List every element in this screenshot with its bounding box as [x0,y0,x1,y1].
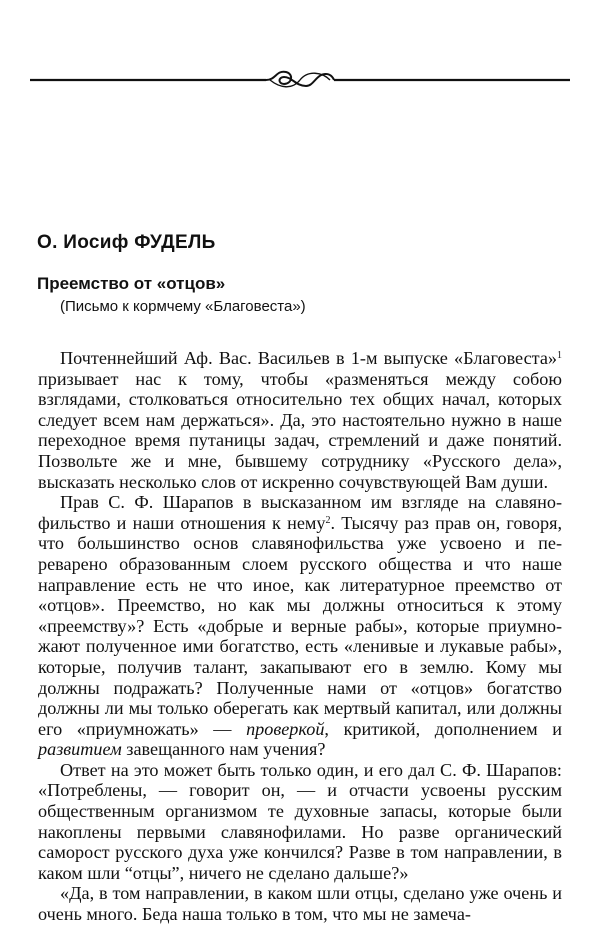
author-name: О. Иосиф ФУДЕЛЬ [37,232,216,253]
paragraph-2-text-d: завещанного нам учения? [121,739,326,760]
paragraph-1-text-a: Почтеннейший Аф. Вас. Васильев в 1-м выпуске «Благовеста» [60,348,557,368]
header-ornament [30,66,570,94]
article-body [38,348,562,925]
paragraph-3: Ответ на это может быть только один, и его дал С. Ф. Шарапов: «Потреблены, — говорит он, — и отчасти усвоены русским общественным организмом те духовные запасы, которые были накоплены первыми славянофилами. Но разве органический самоpост русского духа уже кончился? Разве в том направлении, в каком шли “отцы”, ничего не сделано дальше?» [38,759,562,883]
footnote-ref-2[interactable]: 2 [325,514,331,526]
paragraph-2 [38,492,562,760]
article-title: Преемство от «отцов» [37,274,226,293]
paragraph-4: «Да, в том направлении, в каком шли отцы, сделано уже очень и очень много. Беда наша только в том, что мы не замеча- [38,883,562,925]
paragraph-1 [38,348,562,492]
emphasis-proverkoy: проверкой [246,718,325,739]
paragraph-1-text-b: призывает нас к тому, чтобы «разменяться между собою взглядами, столковаться относительно тех общих начал, которых следует всем нам держаться». Да, это настоятельно нужно в наше переходное время путаницы задач, стремлений и даже понятий. Позвольте же и мне, бывшему сотруднику «Русского дела», высказать несколько слов от искренно сочувствующей Вам души. [38,368,562,492]
emphasis-razvitiem: развитием [38,739,122,760]
paragraph-2-text-c: , критикой, дополнением и [324,718,562,739]
paragraph-2-text-a: Прав С. Ф. Шарапов в высказанном им взгляде на славянофильство и наши отношения к нему [38,492,562,533]
footnote-ref-1[interactable]: 1 [557,350,562,361]
article-subtitle: (Письмо к кормчему «Благовеста») [60,298,306,315]
paragraph-2-text-b: . Тысячу раз прав он, говоря, что большинство основ славянофильства уже усвоено и переварено образованным слоем русского общества и что наше направление есть не что иное, как литературное преемство от «отцов». Преемство, но как мы должны относиться к этому «преемству»? Есть «добрые и верные рабы», которые приумножают полученное ими богатство, есть «ленивые и лукавые рабы», которые, получив талант, закапывают его в землю. Кому мы должны подражать? Полученные нами от «отцов» богатство должны ли мы только оберегать как мертвый капитал, или должны его «приумножать» — [38,512,562,739]
swirl-divider-icon [30,66,570,94]
